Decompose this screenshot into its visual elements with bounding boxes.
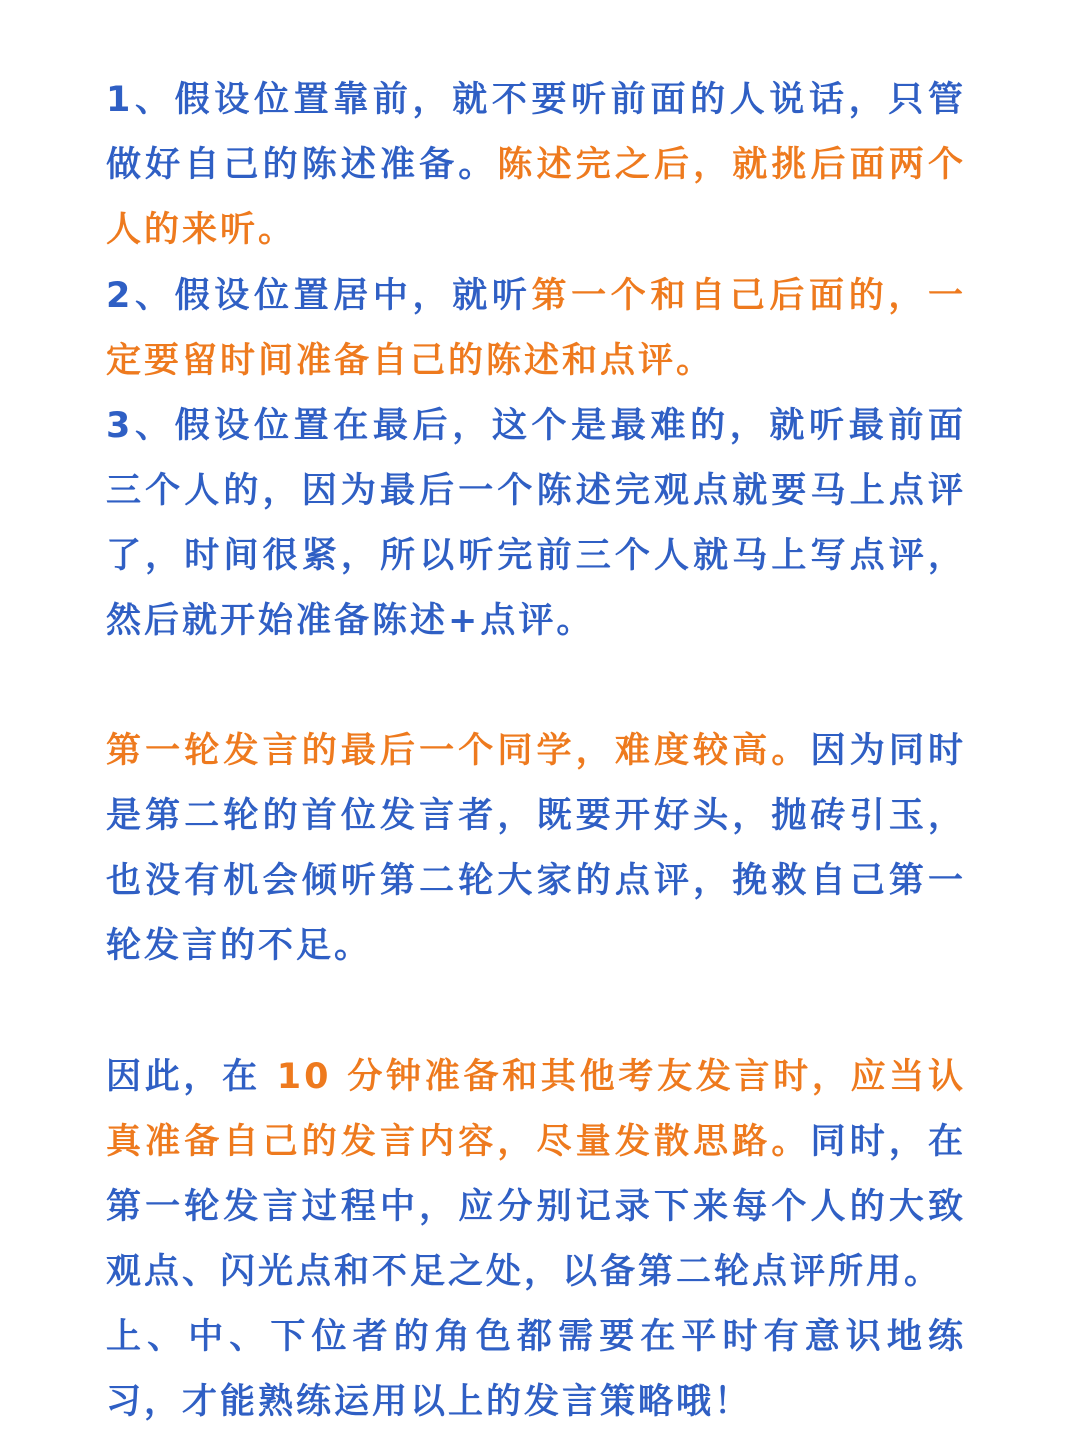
paragraph-closing-note [106, 1305, 966, 1435]
text-segment: 因此，在 [106, 1057, 277, 1097]
paragraph-middle-position [106, 264, 966, 394]
paragraph-first-round-last-speaker [106, 719, 966, 979]
paragraph-front-position [106, 68, 966, 263]
highlight-segment: 第一轮发言的最后一个同学，难度较高。 [106, 731, 811, 771]
text-segment: 因为同时是第二轮的首位发言者，既要开好头，抛砖引玉，也没有机会倾听第二轮大家的点评，挽救自己第一轮发言的不足。 [106, 731, 966, 966]
highlight-segment: 陈述完之后，就挑后面两个人的来听。 [106, 145, 966, 250]
paragraph-last-position [106, 394, 966, 654]
highlight-segment: 第一个和自己后面的，一定要留时间准备自己的陈述和点评。 [106, 276, 966, 381]
text-segment: 2、假设位置居中，就听 [106, 276, 532, 316]
text-segment: 上、中、下位者的角色都需要在平时有意识地练习，才能熟练运用以上的发言策略哦！ [106, 1317, 966, 1422]
paragraph-preparation-advice [106, 1045, 966, 1305]
text-segment: 3、假设位置在最后，这个是最难的，就听最前面三个人的，因为最后一个陈述完观点就要马上点评了，时间很紧，所以听完前三个人就马上写点评，然后就开始准备陈述+点评。 [106, 406, 966, 641]
text-segment: 同时，在第一轮发言过程中，应分别记录下来每个人的大致观点、闪光点和不足之处，以备第二轮点评所用。 [106, 1122, 966, 1292]
highlight-segment: 10 分钟准备和其他考友发言时，应当认真准备自己的发言内容，尽量发散思路。 [106, 1057, 966, 1162]
text-segment: 1、假设位置靠前，就不要听前面的人说话，只管做好自己的陈述准备。 [106, 80, 966, 185]
